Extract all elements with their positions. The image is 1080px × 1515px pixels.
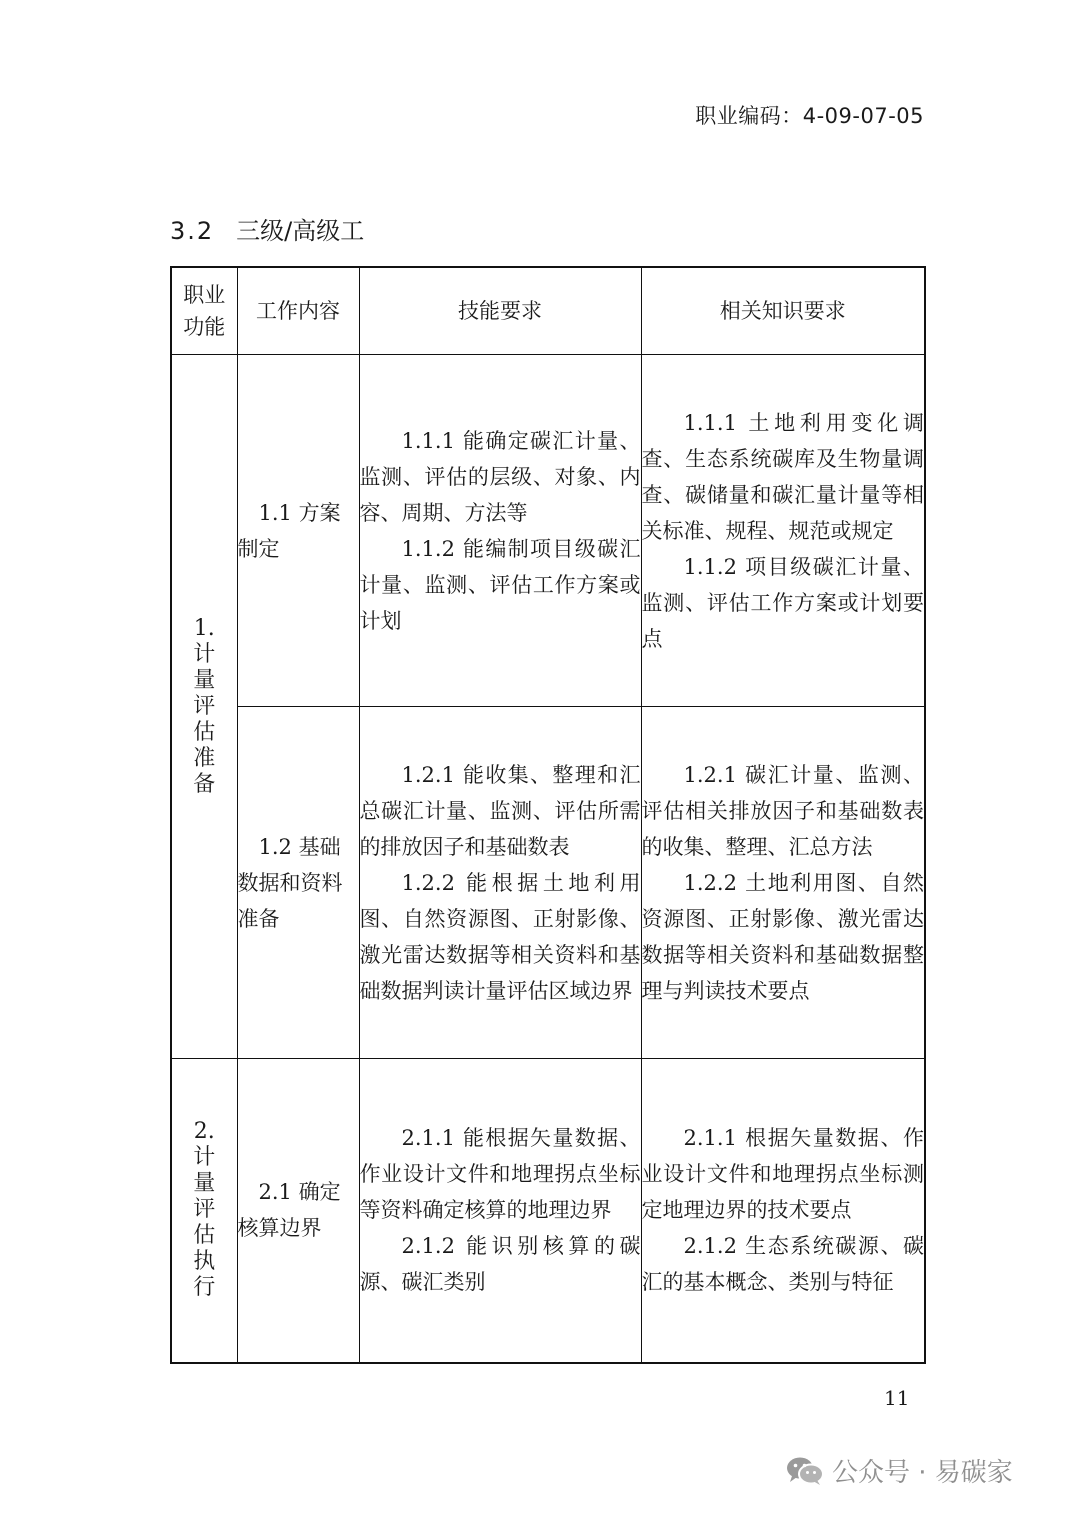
standards-table [170, 266, 926, 1364]
table-row [171, 1059, 925, 1363]
section-number: 3.2 [170, 217, 215, 245]
skill-item: 1.1.2 能编制项目级碳汇计量、监测、评估工作方案或计划 [359, 536, 641, 633]
knowledge-cell [641, 1059, 925, 1363]
work-content-cell: 2.1 确定核算边界 [237, 1059, 359, 1363]
function-cell: 1. 计 量 评 估 准 备 [171, 355, 237, 1059]
header-content: 工作内容 [237, 267, 359, 355]
knowledge-cell [641, 355, 925, 707]
skills-cell [359, 1059, 641, 1363]
skill-item: 1.2.1 能收集、整理和汇总碳汇计量、监测、评估所需的排放因子和基础数表 [359, 762, 641, 859]
header-knowledge: 相关知识要求 [641, 267, 925, 355]
page-number: 11 [884, 1386, 910, 1410]
knowledge-cell [641, 707, 925, 1059]
table-row [171, 707, 925, 1059]
knowledge-item: 2.1.2 生态系统碳源、碳汇的基本概念、类别与特征 [641, 1234, 924, 1295]
knowledge-item: 1.2.1 碳汇计量、监测、评估相关排放因子和基础数表的收集、整理、汇总方法 [641, 762, 924, 859]
knowledge-item: 1.1.2 项目级碳汇计量、监测、评估工作方案或计划要点 [641, 554, 924, 651]
work-content-cell: 1.1 方案制定 [237, 355, 359, 707]
occupation-code: 职业编码：4-09-07-05 [695, 104, 924, 128]
knowledge-item: 1.1.1 土地利用变化调查、生态系统碳库及生物量调查、碳储量和碳汇量计量等相关标准、规程、规范或规定 [641, 410, 924, 543]
watermark [786, 1452, 1013, 1489]
section-title-text: 三级/高级工 [236, 217, 365, 245]
watermark-text: 公众号 · 易碳家 [832, 1458, 1013, 1488]
skill-item: 1.1.1 能确定碳汇计量、监测、评估的层级、对象、内容、周期、方法等 [359, 428, 641, 525]
skills-cell [359, 707, 641, 1059]
table-header-row [171, 267, 925, 355]
section-title [170, 211, 364, 246]
skill-item: 1.2.2 能根据土地利用图、自然资源图、正射影像、激光雷达数据等相关资料和基础数据判读计量评估区域边界 [359, 870, 641, 1003]
knowledge-item: 2.1.1 根据矢量数据、作业设计文件和地理拐点坐标测定地理边界的技术要点 [641, 1126, 924, 1223]
header-function: 职业 功能 [171, 267, 237, 355]
skill-item: 2.1.2 能识别核算的碳源、碳汇类别 [359, 1234, 641, 1295]
knowledge-item: 1.2.2 土地利用图、自然资源图、正射影像、激光雷达数据等相关资料和基础数据整理与判读技术要点 [641, 870, 924, 1003]
wechat-icon [786, 1456, 824, 1486]
function-cell: 2. 计 量 评 估 执 行 [171, 1059, 237, 1363]
table-row [171, 355, 925, 707]
header-skills: 技能要求 [359, 267, 641, 355]
skills-cell [359, 355, 641, 707]
work-content-cell: 1.2 基础数据和资料准备 [237, 707, 359, 1059]
skill-item: 2.1.1 能根据矢量数据、作业设计文件和地理拐点坐标等资料确定核算的地理边界 [359, 1126, 641, 1223]
